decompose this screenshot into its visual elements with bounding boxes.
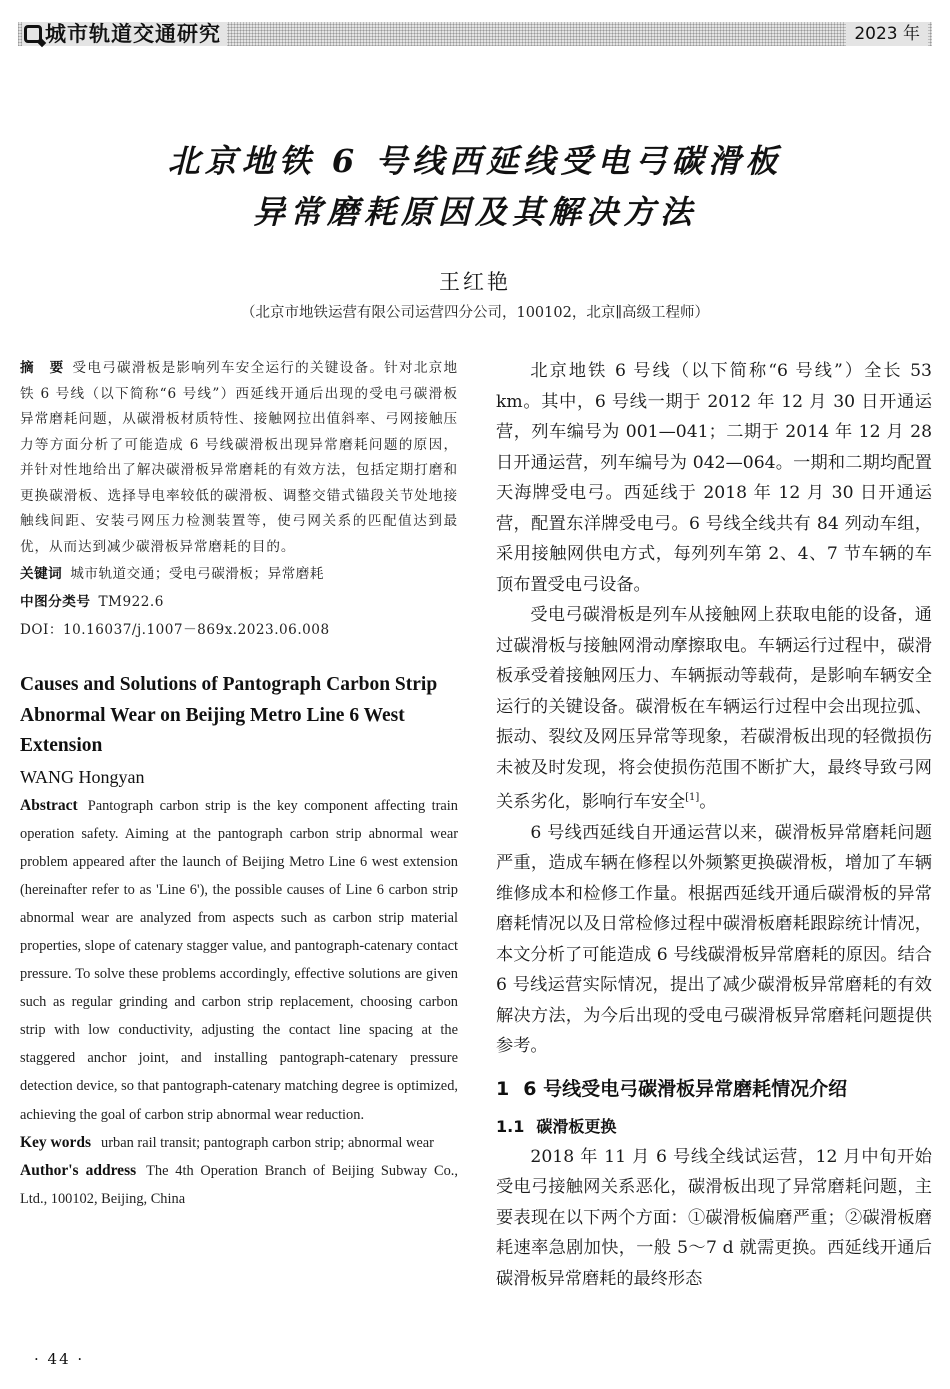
english-abstract-text: Pantograph carbon strip is the key component affecting train operation safety. Aiming at the pantograph carbon strip abnormal wear problem appeared after the launch of Beijing Metro Line 6 west extension (hereinafter refer to as 'Line 6'), the possible causes of Line 6 carbon strip abnormal wear are analyzed from aspects such as carbon strip material properties, slope of catenary stagger value, and pantograph-catenary contact pressure. To solve these problems accordingly, effective solutions are given such as regular grinding and carbon strip replacement, choosing carbon strip with low conductivity, adjusting the contact line spacing at the staggered anchor joint, and installing pantograph-catenary pressure detection device, so that pantograph-catenary matching degree is optimized, achieving the goal of carbon strip abnormal wear reduction. bbox=[20, 797, 458, 1123]
article-title-line-2: 异常磨耗原因及其解决方法 bbox=[252, 193, 697, 231]
keywords-cn-text: 城市轨道交通；受电弓碳滑板；异常磨耗 bbox=[70, 566, 324, 582]
english-abstract-label: Abstract bbox=[20, 796, 78, 814]
english-abstract bbox=[20, 792, 458, 1129]
journal-logo-icon bbox=[24, 25, 42, 43]
citation-ref-1[interactable]: [1] bbox=[685, 792, 700, 803]
abstract-cn bbox=[20, 356, 458, 560]
section-heading-1 bbox=[496, 1074, 932, 1104]
body-paragraph-1: 北京地铁 6 号线（以下简称“6 号线”）全长 53 km。其中，6 号线一期于 2012 年 12 月 30 日开通运营，列车编号为 001—041；二期于 2014 年 12 月 28 日开通运营，列车编号为 042—064。一期和二期均配置天海牌受电弓。西延线于 2018 年 12 月 30 日开通运营，配置东洋牌受电弓。6 号线全线共有 84 列动车组，采用接触网供电方式，每列列车第 2、4、7 节车辆的车顶布置受电弓设备。 bbox=[496, 361, 932, 595]
journal-name bbox=[22, 22, 227, 46]
right-column bbox=[496, 356, 932, 1294]
section-heading-1-text: 6 号线受电弓碳滑板异常磨耗情况介绍 bbox=[523, 1077, 848, 1100]
journal-header-band bbox=[18, 22, 932, 46]
english-address-label: Author's address bbox=[20, 1161, 137, 1179]
author-affiliation-cn: （北京市地铁运营有限公司运营四分公司，100102，北京∥高级工程师） bbox=[240, 305, 710, 321]
page-number: · 44 · bbox=[34, 1350, 85, 1368]
abstract-cn-text: 受电弓碳滑板是影响列车安全运行的关键设备。针对北京地铁 6 号线（以下简称“6 号线”）西延线开通后出现的受电弓碳滑板异常磨耗问题，从碳滑板材质特性、接触网拉出值斜率、弓网接触压力等方面分析了可能造成 6 号线碳滑板出现异常磨耗问题的原因，并针对性地给出了解决碳滑板异常磨耗的有效方法，包括定期打磨和更换碳滑板、选择导电率较低的碳滑板、调整交错式锚段关节处地接触线间距、安装弓网压力检测装置等，使弓网关系的匹配值达到最优，从而达到减少碳滑板异常磨耗的目的。 bbox=[20, 360, 459, 555]
english-author-address bbox=[20, 1157, 458, 1213]
journal-name-text: 城市轨道交通研究 bbox=[45, 22, 221, 46]
article-title-line-1: 北京地铁 6 号线西延线受电弓碳滑板 bbox=[167, 142, 783, 180]
english-keywords bbox=[20, 1129, 458, 1157]
subsection-heading-1-1-text: 碳滑板更换 bbox=[536, 1116, 617, 1136]
clc-label: 中图分类号 bbox=[20, 594, 91, 610]
subsection-heading-1-1 bbox=[496, 1114, 932, 1140]
clc-number bbox=[20, 588, 458, 616]
abstract-cn-label: 摘 要 bbox=[20, 360, 65, 376]
body-paragraph-4: 2018 年 11 月 6 号线全线试运营，12 月中旬开始受电弓接触网关系恶化，碳滑板出现了异常磨耗问题，主要表现在以下两个方面：①碳滑板偏磨严重；②碳滑板磨耗速率急剧加快，一般 5～7 d 就需更换。西延线开通后碳滑板异常磨耗的最终形态 bbox=[496, 1146, 932, 1289]
english-keywords-label: Key words bbox=[20, 1133, 92, 1151]
english-keywords-text: urban rail transit; pantograph carbon strip; abnormal wear bbox=[101, 1134, 434, 1151]
keywords-cn-label: 关键词 bbox=[20, 566, 63, 582]
body-paragraph-3: 6 号线西延线自开通运营以来，碳滑板异常磨耗问题严重，造成车辆在修程以外频繁更换碳滑板，增加了车辆维修成本和检修工作量。根据西延线开通后碳滑板的异常磨耗情况以及日常检修过程中碳滑板磨耗跟踪统计情况，本文分析了可能造成 6 号线碳滑板异常磨耗的原因。结合 6 号线运营实际情况，提出了减少碳滑板异常磨耗的有效解决方法，为今后出现的受电弓碳滑板异常磨耗问题提供参考。 bbox=[496, 822, 932, 1056]
english-author: WANG Hongyan bbox=[20, 766, 145, 787]
section-heading-1-number: 1 bbox=[496, 1077, 510, 1100]
body-paragraph-2 bbox=[496, 600, 932, 818]
author-name-cn: 王红艳 bbox=[439, 270, 511, 294]
body-paragraph-2-text: 受电弓碳滑板是列车从接触网上获取电能的设备，通过碳滑板与接触网滑动摩擦取电。车辆运行过程中，碳滑板承受着接触网压力、车辆振动等载荷，是影响车辆安全运行的关键设备。碳滑板在车辆运行过程中会出现拉弧、振动、裂纹及网压异常等现象，若碳滑板出现的轻微损伤未被及时发现，将会使损伤范围不断扩大，最终导致弓网关系劣化，影响行车安全 bbox=[496, 605, 932, 812]
left-column bbox=[20, 356, 458, 1213]
journal-year: 2023 年 bbox=[846, 22, 928, 46]
clc-value: TM922.6 bbox=[98, 594, 164, 610]
subsection-heading-1-1-number: 1.1 bbox=[496, 1116, 525, 1136]
body-paragraph-2-end: 。 bbox=[699, 792, 717, 812]
doi: DOI：10.16037/j.1007－869x.2023.06.008 bbox=[20, 622, 330, 638]
english-title: Causes and Solutions of Pantograph Carbon Strip Abnormal Wear on Beijing Metro Line 6 West Extension bbox=[20, 674, 438, 756]
keywords-cn bbox=[20, 560, 458, 588]
english-address-text: The 4th Operation Branch of Beijing Subway Co., Ltd., 100102, Beijing, China bbox=[20, 1162, 458, 1207]
